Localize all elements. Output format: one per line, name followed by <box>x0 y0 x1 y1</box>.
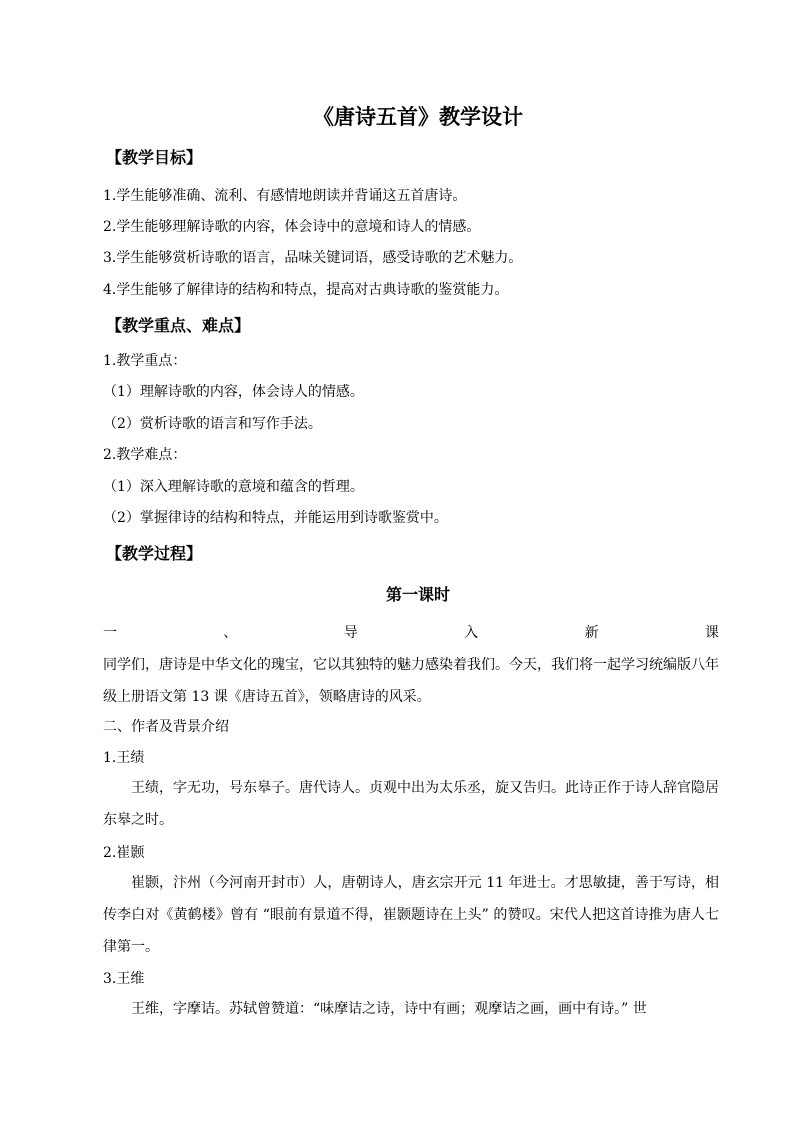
difficulty-item-1: （1）深入理解诗歌的意境和蕴含的哲理。 <box>103 479 364 495</box>
author-text-cuihao: 崔颢，汴州（今河南开封市）人，唐朝诗人，唐玄宗开元 11 年进士。才思敏捷，善于写诗，相传李白对《黄鹤楼》曾有 “眼前有景道不得，崔颢题诗在上头” 的赞叹。宋代人把这首诗推为唐人七律第一。 <box>103 875 719 955</box>
intro-heading-char: 入 <box>464 625 479 641</box>
intro-paragraph: 同学们，唐诗是中华文化的瑰宝，它以其独特的魅力感染着我们。今天，我们将一起学习统编版八年级上册语文第 13 课《唐诗五首》，领略唐诗的风采。 <box>103 657 719 705</box>
focus-item-2: （2）赏析诗歌的语言和写作手法。 <box>103 416 322 432</box>
difficulty-label: 2.教学难点： <box>103 447 187 463</box>
heading-key-points: 【教学重点、难点】 <box>106 316 251 335</box>
intro-heading-char: 新 <box>584 625 599 641</box>
intro-heading-char: 、 <box>223 625 238 641</box>
intro-heading <box>103 622 719 644</box>
author-label-wangwei: 3.王维 <box>103 971 145 987</box>
heading-objectives: 【教学目标】 <box>106 148 203 167</box>
author-label-wangji: 1.王绩 <box>103 750 145 766</box>
difficulty-item-2: （2）掌握律诗的结构和特点，并能运用到诗歌鉴赏中。 <box>103 510 448 526</box>
intro-heading-char: 导 <box>343 625 358 641</box>
heading-process: 【教学过程】 <box>106 544 203 563</box>
focus-item-1: （1）理解诗歌的内容，体会诗人的情感。 <box>103 384 364 400</box>
objective-item-4: 4.学生能够了解律诗的结构和特点，提高对古典诗歌的鉴赏能力。 <box>103 282 509 298</box>
focus-label: 1.教学重点： <box>103 353 187 369</box>
lesson-title: 第一课时 <box>385 585 450 604</box>
objective-item-3: 3.学生能够赏析诗歌的语言，品味关键词语，感受诗歌的艺术魅力。 <box>103 250 523 266</box>
author-heading: 二、作者及背景介绍 <box>103 719 229 735</box>
document-title: 《唐诗五首》教学设计 <box>313 105 523 129</box>
author-text-wangji: 王绩，字无功，号东皋子。唐代诗人。贞观中出为太乐丞，旋又告归。此诗正作于诗人辞官隐居东皋之时。 <box>103 780 719 828</box>
intro-heading-char: 课 <box>704 625 719 641</box>
author-text-wangwei: 王维，字摩诘。苏轼曾赞道：“味摩诘之诗，诗中有画；观摩诘之画，画中有诗。” 世 <box>131 1001 647 1017</box>
intro-heading-char: 一 <box>103 625 117 641</box>
objective-item-1: 1.学生能够准确、流利、有感情地朗读并背诵这五首唐诗。 <box>103 188 467 204</box>
objective-item-2: 2.学生能够理解诗歌的内容，体会诗中的意境和诗人的情感。 <box>103 219 481 235</box>
author-label-cuihao: 2.崔颢 <box>103 845 145 861</box>
